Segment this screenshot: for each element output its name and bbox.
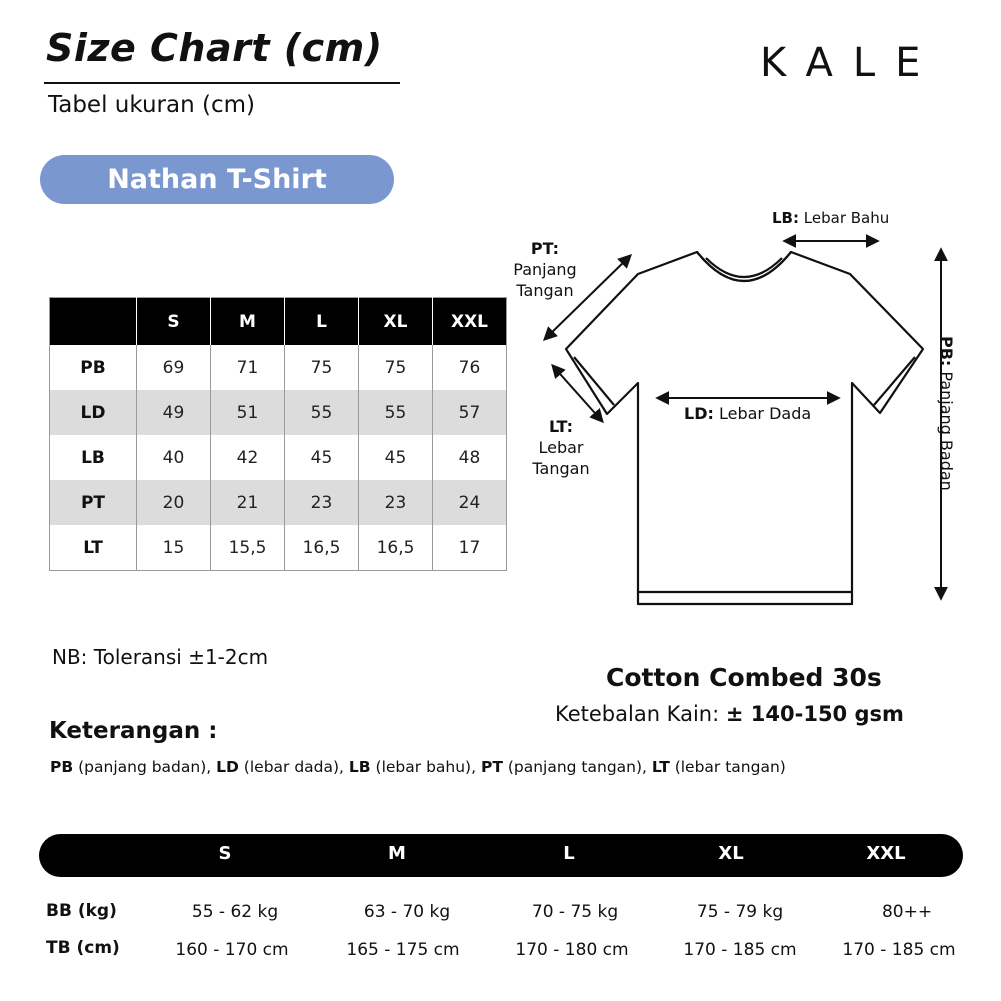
table-cell: 23 xyxy=(285,480,359,525)
table-row xyxy=(50,435,507,480)
column-header: M xyxy=(211,298,285,346)
legend-title: Keterangan : xyxy=(49,718,218,744)
table-cell: 40 xyxy=(137,435,211,480)
table-header-row xyxy=(50,298,507,346)
table-cell: 24 xyxy=(433,480,507,525)
table-cell: 45 xyxy=(359,435,433,480)
row-label: PT xyxy=(50,480,137,525)
table-cell: 42 xyxy=(211,435,285,480)
rec-cell: 165 - 175 cm xyxy=(346,940,460,960)
pt-line1: Panjang xyxy=(513,260,577,279)
table-cell: 17 xyxy=(433,525,507,571)
pb-label xyxy=(936,336,957,516)
legend-code: LB xyxy=(348,758,371,776)
table-cell: 71 xyxy=(211,345,285,390)
rec-column-header: L xyxy=(563,843,575,864)
legend-code: PB xyxy=(50,758,74,776)
pb-code: PB: xyxy=(937,336,956,367)
page-subtitle: Tabel ukuran (cm) xyxy=(48,92,255,118)
lt-line1: Lebar xyxy=(538,438,584,457)
brand-logo: KALE xyxy=(760,40,941,86)
lt-label xyxy=(516,416,606,479)
rec-cell: 75 - 79 kg xyxy=(696,902,784,922)
table-cell: 16,5 xyxy=(359,525,433,571)
row-label: LT xyxy=(83,537,103,558)
title-underline xyxy=(44,82,400,84)
rec-row-label: TB (cm) xyxy=(46,938,120,958)
table-row xyxy=(50,525,507,571)
row-label: LD xyxy=(50,390,137,435)
tolerance-note: NB: Toleransi ±1-2cm xyxy=(52,645,269,669)
product-name-badge: Nathan T-Shirt xyxy=(40,155,394,204)
rec-cell: 170 - 185 cm xyxy=(683,940,797,960)
pt-label xyxy=(500,238,590,301)
page-title: Size Chart (cm) xyxy=(46,26,383,70)
rec-cell: 170 - 180 cm xyxy=(515,940,629,960)
table-cell: 75 xyxy=(285,345,359,390)
pt-code: PT: xyxy=(530,239,560,258)
column-header: L xyxy=(285,298,359,346)
row-label: LB xyxy=(81,447,105,468)
pt-line2: Tangan xyxy=(516,281,574,300)
rec-cell: 80++ xyxy=(881,902,933,922)
rec-column-header: S xyxy=(218,843,232,864)
legend-desc: (lebar dada), xyxy=(238,758,349,776)
lb-text: Lebar Bahu xyxy=(803,209,890,227)
legend-code: LT xyxy=(651,758,670,776)
thickness-value: ± 140-150 gsm xyxy=(725,702,904,726)
legend-code: PT xyxy=(480,758,503,776)
ld-code: LD: xyxy=(684,404,714,423)
size-measurement-table xyxy=(49,297,507,571)
pb-text: Panjang Badan xyxy=(937,371,956,491)
row-label: PB xyxy=(80,357,106,378)
ld-text: Lebar Dada xyxy=(718,404,812,423)
lt-line2: Tangan xyxy=(532,459,590,478)
fabric-thickness xyxy=(555,702,904,726)
thickness-label: Ketebalan Kain: xyxy=(555,702,720,726)
tshirt-outline xyxy=(566,252,923,604)
rec-column-header: XL xyxy=(718,843,744,864)
table-cell: 49 xyxy=(137,390,211,435)
rec-column-header: M xyxy=(388,843,406,864)
column-header: XXL xyxy=(433,298,507,346)
ld-label xyxy=(684,403,811,424)
legend-desc: (panjang badan), xyxy=(73,758,217,776)
rec-cell: 55 - 62 kg xyxy=(191,902,279,922)
column-header: XL xyxy=(359,298,433,346)
table-cell: 15 xyxy=(137,525,211,571)
table-cell: 21 xyxy=(211,480,285,525)
table-cell: 51 xyxy=(211,390,285,435)
table-cell: 75 xyxy=(359,345,433,390)
table-cell: 55 xyxy=(285,390,359,435)
legend-desc: (lebar bahu), xyxy=(370,758,481,776)
table-corner-cell xyxy=(50,298,137,346)
rec-cell: 63 - 70 kg xyxy=(363,902,451,922)
table-cell: 76 xyxy=(433,345,507,390)
legend-desc: (lebar tangan) xyxy=(669,758,786,776)
table-row xyxy=(50,390,507,435)
rec-column-header: XXL xyxy=(866,843,906,864)
fabric-type: Cotton Combed 30s xyxy=(606,663,882,692)
legend-text xyxy=(50,758,786,776)
lt-code: LT: xyxy=(549,417,573,436)
table-cell: 55 xyxy=(359,390,433,435)
table-cell: 20 xyxy=(137,480,211,525)
table-row xyxy=(50,345,507,390)
lb-code: LB: xyxy=(772,209,799,227)
column-header: S xyxy=(137,298,211,346)
legend-code: LD xyxy=(216,758,239,776)
table-cell: 57 xyxy=(433,390,507,435)
table-cell: 45 xyxy=(285,435,359,480)
rec-cell: 160 - 170 cm xyxy=(175,940,289,960)
table-row xyxy=(50,480,507,525)
table-cell: 48 xyxy=(433,435,507,480)
lb-label xyxy=(772,208,889,229)
table-cell: 15,5 xyxy=(211,525,285,571)
rec-cell: 170 - 185 cm xyxy=(842,940,956,960)
rec-row-label: BB (kg) xyxy=(46,901,117,921)
table-cell: 16,5 xyxy=(285,525,359,571)
rec-cell: 70 - 75 kg xyxy=(531,902,619,922)
table-cell: 23 xyxy=(359,480,433,525)
table-cell: 69 xyxy=(137,345,211,390)
legend-desc: (panjang tangan), xyxy=(502,758,652,776)
